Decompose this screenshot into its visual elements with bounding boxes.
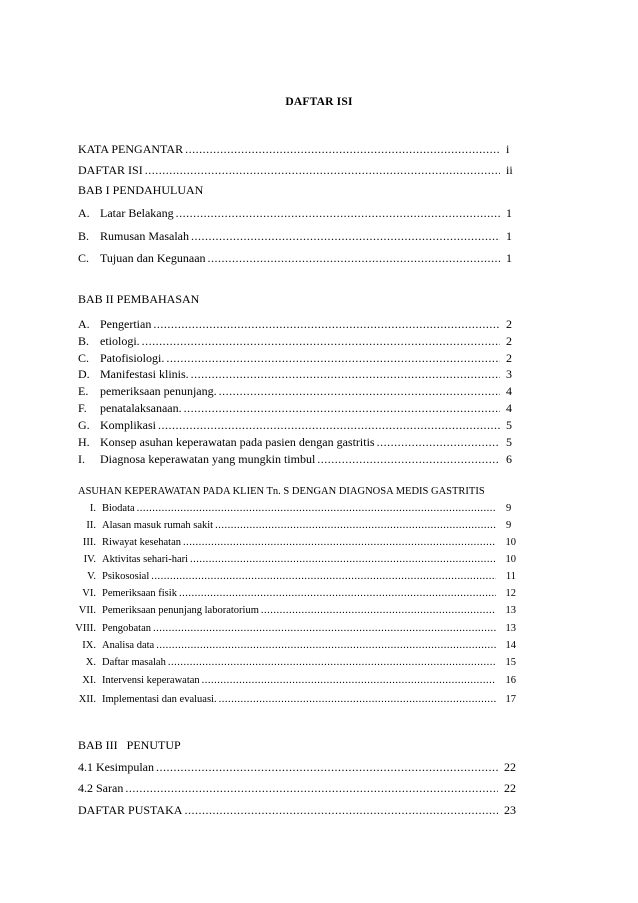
toc-number: VIII. [75,623,96,634]
toc-label: Pengertian [100,317,152,331]
toc-page: 22 [504,760,516,774]
toc-entry[interactable] [72,571,516,587]
toc-entry[interactable] [78,317,516,333]
toc-label: Alasan masuk rumah sakit [102,520,214,531]
dot-leader [377,435,500,450]
toc-entry[interactable] [72,640,516,656]
toc-page: 6 [506,452,512,466]
toc-label: 4.1 Kesimpulan [78,760,154,774]
toc-entry[interactable] [78,401,516,417]
dot-leader [168,657,496,668]
toc-page: 11 [505,571,516,582]
toc-entry[interactable] [78,206,516,222]
toc-label: Manifestasi klinis. [100,367,189,381]
toc-label: Implementasi dan evaluasi. [102,694,217,705]
toc-number: XII. [78,694,96,705]
dot-leader [215,520,496,531]
toc-number: D. [78,367,90,381]
toc-page: 9 [506,503,512,514]
toc-number: VII. [78,605,96,616]
toc-number: III. [82,537,96,548]
toc-page: 3 [506,367,512,381]
toc-entry[interactable] [72,694,516,710]
toc-page: 5 [506,418,512,432]
toc-label: Diagnosa keperawatan yang mungkin timbul [100,452,316,466]
toc-page: 2 [506,351,512,365]
toc-entry[interactable] [72,623,516,639]
toc-entry[interactable] [78,760,516,776]
dot-leader [191,367,500,382]
toc-page: 15 [505,657,516,668]
dot-leader [158,418,500,433]
toc-label: KATA PENGANTAR [78,142,184,156]
toc-page: 4 [506,401,512,415]
toc-page: 22 [504,781,516,795]
toc-entry[interactable] [72,520,516,536]
toc-entry[interactable] [78,229,516,245]
toc-number: I. [78,452,85,466]
toc-number: VI. [82,588,96,599]
toc-number: IX. [82,640,96,651]
toc-entry[interactable] [72,588,516,604]
toc-page: 1 [506,206,512,220]
section-heading-bab-1: BAB I PENDAHULUAN [78,183,204,197]
toc-label: pemeriksaan penunjang. [100,384,217,398]
toc-number: I. [89,503,96,514]
toc-number: F. [78,401,87,415]
toc-label: Latar Belakang [100,206,174,220]
toc-page: 13 [505,623,516,634]
toc-page: 10 [505,554,516,565]
toc-number: IV. [83,554,96,565]
toc-label: Pemeriksaan fisik [102,588,177,599]
toc-number: II. [86,520,96,531]
dot-leader [125,781,498,796]
toc-page: 9 [506,520,512,531]
dot-leader [191,229,500,244]
dot-leader [190,554,495,565]
toc-number: A. [78,317,90,331]
toc-entry-daftar-isi[interactable] [78,163,516,179]
toc-page: 2 [506,317,512,331]
toc-number: X. [85,657,96,668]
toc-page: 23 [504,803,516,817]
toc-entry[interactable] [72,503,516,519]
toc-label: Pengobatan [102,623,151,634]
toc-entry[interactable] [72,537,516,553]
toc-entry-kata-pengantar[interactable] [78,142,516,158]
toc-page: 10 [505,537,516,548]
toc-page: 4 [506,384,512,398]
dot-leader [145,163,500,178]
dot-leader [202,675,496,686]
toc-number: A. [78,206,90,220]
toc-label: Psikososial [102,571,150,582]
toc-entry[interactable] [78,781,516,797]
toc-entry[interactable] [72,675,516,691]
toc-label: Intervensi keperawatan [102,675,200,686]
toc-entry[interactable] [72,554,516,570]
dot-leader [153,623,496,634]
toc-label: Komplikasi [100,418,156,432]
toc-label: DAFTAR ISI [78,163,143,177]
section-heading-bab-2: BAB II PEMBAHASAN [78,292,200,306]
toc-label: Tujuan dan Kegunaan [100,251,206,265]
toc-page: 13 [505,605,516,616]
dot-leader [176,206,500,221]
toc-entry[interactable] [72,605,516,621]
dot-leader [183,537,495,548]
toc-number: C. [78,351,90,365]
dot-leader [185,142,500,157]
toc-label: Patofisiologi. [100,351,165,365]
toc-number: E. [78,384,89,398]
dot-leader [166,351,500,366]
toc-page: 12 [505,588,516,599]
toc-number: G. [78,418,90,432]
dot-leader [317,452,500,467]
toc-entry[interactable] [72,657,516,673]
dot-leader [137,503,496,514]
toc-label: Konsep asuhan keperawatan pada pasien dengan gastritis [100,435,375,449]
toc-entry[interactable] [78,435,516,451]
toc-number: H. [78,435,90,449]
dot-leader [261,605,496,616]
toc-label: Aktivitas sehari-hari [102,554,189,565]
dot-leader [153,317,500,332]
toc-page: i [506,142,510,156]
toc-number: B. [78,334,90,348]
toc-number: V. [87,571,96,582]
toc-entry[interactable] [78,334,516,350]
dot-leader [179,588,496,599]
section-heading-asuhan: ASUHAN KEPERAWATAN PADA KLIEN Tn. S DENGAN DIAGNOSA MEDIS GASTRITIS [78,486,485,497]
toc-page: 1 [506,229,512,243]
dot-leader [208,251,500,266]
toc-label: DAFTAR PUSTAKA [78,803,183,817]
toc-page: 1 [506,251,512,265]
toc-page: 2 [506,334,512,348]
toc-label: penatalaksanaan. [100,401,182,415]
toc-page: 5 [506,435,512,449]
toc-entry[interactable] [78,251,516,267]
toc-entry[interactable] [78,418,516,434]
toc-label: 4.2 Saran [78,781,124,795]
toc-number: XI. [82,675,96,686]
section-heading-bab-3: BAB III PENUTUP [78,738,181,752]
dot-leader [156,640,495,651]
toc-label: Analisa data [102,640,155,651]
toc-page: 17 [505,694,516,705]
toc-label: Rumusan Masalah [100,229,189,243]
toc-entry[interactable] [78,452,516,468]
dot-leader [151,571,496,582]
toc-label: Biodata [102,503,135,514]
toc-label: Riwayat kesehatan [102,537,182,548]
dot-leader [184,401,500,416]
toc-page: ii [506,163,513,177]
dot-leader [142,334,500,349]
toc-label: Daftar masalah [102,657,166,668]
page-title: DAFTAR ISI [285,96,353,108]
toc-entry-daftar-pustaka[interactable] [78,803,516,819]
dot-leader [219,694,496,705]
toc-label: etiologi. [100,334,140,348]
toc-entry[interactable] [78,384,516,400]
toc-number: C. [78,251,90,265]
dot-leader [184,803,498,818]
toc-label: Pemeriksaan penunjang laboratorium [102,605,259,616]
toc-entry[interactable] [78,367,516,383]
dot-leader [156,760,498,775]
toc-page: 14 [505,640,516,651]
dot-leader [219,384,500,399]
toc-page: 16 [505,675,516,686]
toc-number: B. [78,229,90,243]
toc-entry[interactable] [78,351,516,367]
